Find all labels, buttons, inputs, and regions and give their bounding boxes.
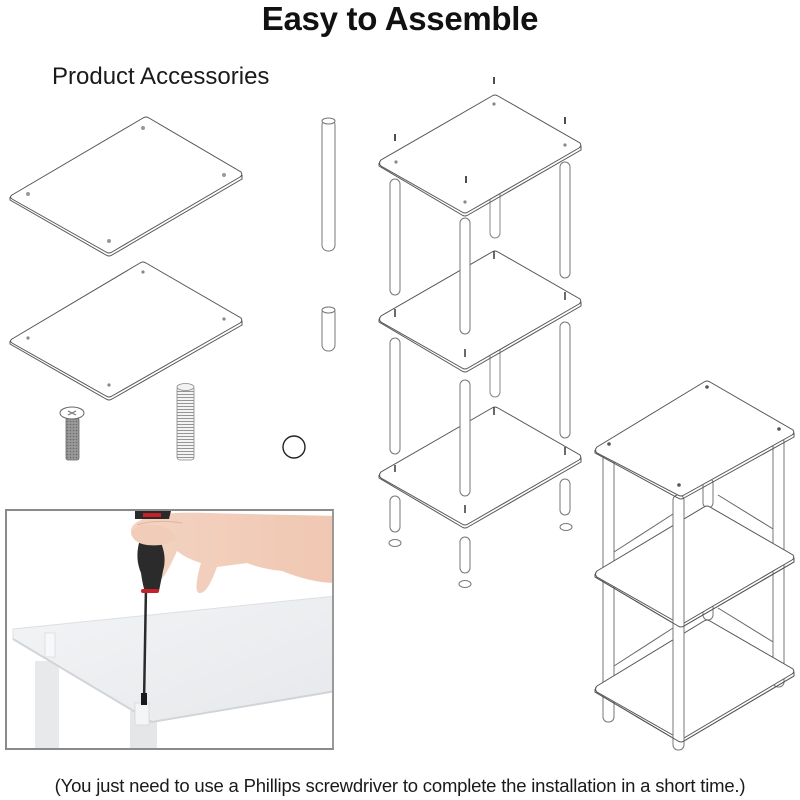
hand-screwdriver-photo-icon: [7, 511, 334, 750]
long-rod-icon: [322, 118, 335, 251]
assembled-shelf-icon: [595, 381, 794, 750]
threaded-stud-icon: [177, 384, 194, 461]
assembly-photo: [5, 509, 334, 750]
short-rod-icon: [322, 307, 335, 351]
accessories-heading: Product Accessories: [52, 63, 270, 90]
phillips-screw-icon: [60, 407, 84, 460]
exploded-view-icon: [379, 77, 581, 588]
foot-pad-icon: [283, 436, 305, 458]
page-title: Easy to Assemble: [261, 0, 539, 37]
acrylic-board-icon: [10, 262, 242, 400]
acrylic-board-icon: [10, 117, 242, 256]
footer-caption: (You just need to use a Phillips screwdriver to complete the installation in a short time.): [54, 775, 746, 796]
